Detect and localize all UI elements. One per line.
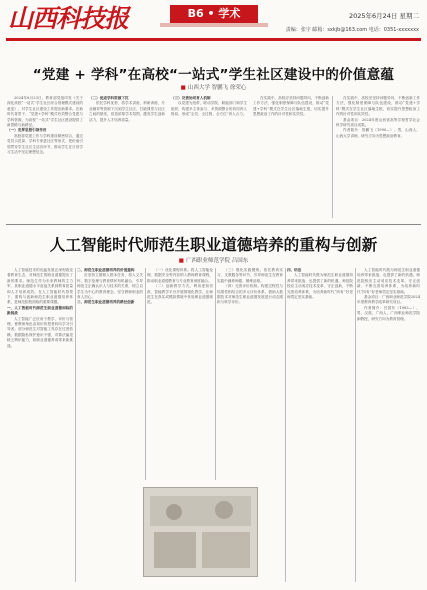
article2-col-6 [357,268,420,568]
subheading: （二）促进学科资源下沉 [89,96,129,100]
article2-col-1 [7,268,73,582]
column-divider [75,268,76,582]
article-separator [6,224,421,225]
subheading: 三、师范生职业道德培养的路径创新 [77,300,135,305]
issue-date: 2025年6月24日 星期二 [348,12,419,20]
column-divider [145,268,146,480]
author-note: 作者简介：吕国东（1983—），男，汉族，广西人，广西职业师范学院副教授，研究方向为教育管理。 [357,305,420,321]
article1-col-3 [171,96,247,218]
paragraph: 人工智能时代既为师范生职业道德培养带来挑战，也提供了新的机遇。师范院校应主动适应技术变革，守正创新，不断完善培养体系，为培养新时代“四有”好老师奠定坚实基础。 [287,273,353,300]
subheading: 二、师范生职业道德培养的价值重构 [77,268,135,272]
paragraph: 应坚持立德树人根本任务，将人文关怀、数字伦理与教育情怀有机融合，引导师范生正确认识人与技术的关系，树立以学生为中心的教育理念，坚守教师职业的育人初心。 [77,273,143,300]
article2-col-3 [147,268,213,480]
subheading: 一、人工智能时代师范生职业道德面临的新挑战 [7,305,73,316]
author-note: 作者简介：智鹏飞（1990—），男，山西人，山西大学讲师，研究方向为思想政治教育。 [336,128,420,138]
subheading: 四、结语 [287,268,302,272]
byline-square-icon: ■ [180,85,186,91]
paragraph: 高校将党建工作与学科建设紧密结合，通过党员示范岗、学科专家进社区等形式，把价值引领贯穿学生社区生活各环节，推动学生在日常学习生活中坚定理想信念。 [7,133,83,155]
article1-col-4 [253,96,329,218]
fund-note: 基金项目：2024年度山西省高等学校哲学社会科学研究项目成果。 [336,117,420,128]
paragraph: 以党建为纽带，联动学院、职能部门和学生组织，构建多主体参与、多资源整合的协同育人格局，形成“全员、全过程、全方位”育人合力。 [171,101,247,117]
article1-byline [6,83,421,91]
article1-headline: “党建 + 学科”在高校“一站式”学生社区建设中的价值意蕴 [32,67,395,83]
section-tag: B6 • 学术 [170,5,258,23]
masthead [0,0,427,44]
article2-col-2 [77,268,143,582]
article1-col-5 [336,96,420,218]
paragraph: （一）优化课程体系。将人工智能伦理、数据安全等内容纳入教师教育课程，推动职业道德教育与专业教育深度融合。 [147,268,213,283]
subheading: （三）完善协同育人机制 [171,96,211,100]
masthead-rule [6,38,421,41]
paragraph: 人工智能时代既为师范生职业道德培养带来挑战，也提供了新的机遇。师范院校应主动适应技术变革，守正创新，不断完善培养体系，为培养新时代“四有”好老师奠定坚实基础。 [357,268,420,294]
column-divider [215,268,216,480]
article2-byline [6,256,421,264]
newspaper-logo: 山西科技报 [8,4,129,33]
paragraph: （三）强化实践锻炼。依托教育实习、支教服务等环节，引导师范生在教育实践中涵养师德、锤炼品格。 [217,268,283,283]
byline-square-icon: ■ [178,258,184,264]
article1-col-2 [89,96,165,218]
paragraph: 人工智能广泛应用于教学、评价与管理，使教师角色由知识传授者转向学习引导者。部分师范生对智能工具存在过度依赖，数据隐私保护意识不强，对算法偏见缺乏辨识能力，给职业道德养成带来新挑战。 [7,316,73,348]
paragraph: 人工智能技术的迅猛发展正深刻改变着教育生态，对师范生的职业道德提出了新的要求。师范生作为未来教师的主力军，其职业道德水平直接关系到教育质量和人才培养成效。在人工智能时代背景下，重构与创新师范生职业道德培养体系，是师范院校面临的重要课题。 [7,268,73,305]
section-ribbon [160,23,268,27]
article2-col-4 [217,268,283,480]
article2-photo [143,487,258,577]
article2-byline-text: 广西职业师范学院 吕国东 [185,258,249,264]
paragraph: （二）创新教学方式。利用虚拟仿真、智能教学平台开展情境化教学，让师范生在真实或模拟情境中体验职业道德规范。 [147,284,213,305]
editors-line: 责编：张宇 邮箱：sxkjb@163.com 电话：0351-xxxxxxx [285,27,419,33]
column-divider [355,268,356,582]
article2-col-5 [287,268,353,582]
article1-byline-text: 山西大学 智鹏飞 徐荣心 [187,85,247,91]
article2-headline: 人工智能时代师范生职业道德培养的重构与创新 [49,236,378,254]
paragraph: 在实践中，高校应坚持问题导向，不断创新工作方法，强化制度保障与队伍建设，推动“党建+学科”模式在学生社区落地生根，切实提升思想政治工作的针对性和实效性。 [336,96,420,117]
fund-note: 基金项目：广西职业师范学院2024年度教育教学改革研究项目。 [357,295,420,305]
paragraph: 2024年8月23日，教育部党组印发《关于深化高校“一站式”学生社区综合管理模式建设的意见》，对学生社区建设工作提出新要求。在新时代背景下，“党建+学科”模式有效整合党建与学科资源，为高校“一站式”学生社区建设提供了新思路与新路径。 [7,96,83,128]
subheading: （一）发挥思想引领作用 [7,128,47,133]
column-divider [332,96,333,218]
paragraph: （四）完善评价机制。构建过程性与结果性相结合的多元评价体系，借助大数据技术对师范生职业道德发展进行动态跟踪与科学评价。 [217,284,283,305]
column-divider [285,268,286,582]
paragraph: 在实践中，高校应坚持问题导向，不断创新工作方法，强化制度保障与队伍建设，推动“党建+学科”模式在学生社区落地生根，切实提升思想政治工作的针对性和实效性。 [253,96,329,117]
photo-image [144,488,257,576]
paragraph: 依托学科优势，将学术讲座、科研训练、专业辅导等资源下沉到学生社区，打破课堂与社区之间的壁垒，营造浓厚学术氛围，激发学生创新活力，提升人才培养质量。 [89,101,165,122]
article1-col-1 [7,96,83,218]
